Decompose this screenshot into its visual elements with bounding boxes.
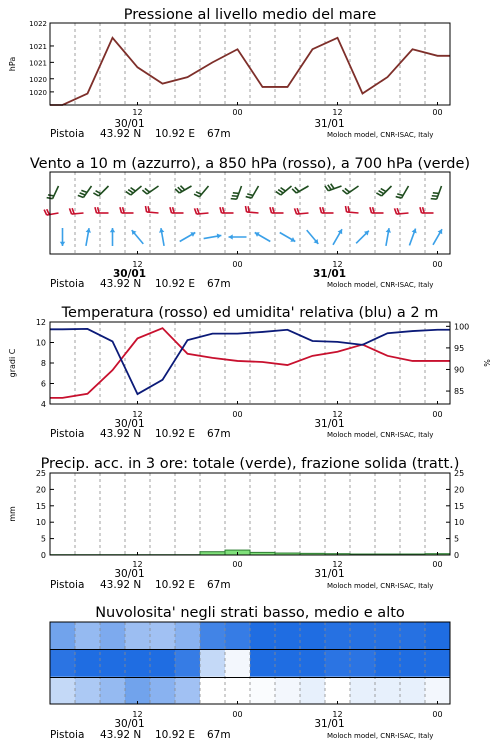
y-tick-label: 5 bbox=[41, 535, 46, 544]
wind-xticks bbox=[113, 251, 443, 280]
wind-barb bbox=[246, 206, 259, 213]
barb-shaft bbox=[252, 186, 259, 198]
barb-feather bbox=[220, 207, 222, 213]
cloud-cell bbox=[100, 649, 126, 677]
barb-feather bbox=[47, 209, 50, 214]
barb-feather bbox=[292, 189, 296, 193]
wind-barb bbox=[194, 186, 208, 197]
x-tick-label: 00 bbox=[232, 560, 242, 569]
footer-lon: 10.92 E bbox=[155, 729, 195, 741]
temperature-panel bbox=[8, 305, 492, 440]
cloud-cell bbox=[375, 677, 401, 705]
y-tick-label: 15 bbox=[454, 502, 464, 511]
cloud-cell bbox=[300, 677, 326, 705]
wind-barb bbox=[194, 208, 208, 214]
barb-feather bbox=[231, 199, 237, 200]
cloud-cell bbox=[100, 622, 126, 650]
cloud-cell bbox=[300, 622, 326, 650]
barb-feather bbox=[247, 194, 253, 196]
barb-feather bbox=[342, 190, 347, 194]
precip-footer bbox=[50, 579, 433, 591]
cloud-cell bbox=[200, 622, 226, 650]
cloud-cell bbox=[50, 622, 76, 650]
barb-feather bbox=[145, 188, 150, 192]
precip-yticks-left bbox=[36, 469, 54, 560]
barb-feather bbox=[432, 196, 438, 197]
cloud-cell bbox=[225, 622, 251, 650]
barb-feather bbox=[394, 208, 396, 214]
barb-feather bbox=[281, 188, 286, 191]
barb-feather bbox=[131, 188, 136, 191]
footer-station: Pistoia bbox=[50, 128, 84, 140]
y-tick-label: 12 bbox=[36, 318, 46, 327]
cloud-cell bbox=[250, 622, 276, 650]
date-label: 31/01 bbox=[314, 418, 344, 430]
precip-ylabel: mm bbox=[8, 506, 17, 522]
y-tick-label: 4 bbox=[41, 400, 46, 409]
barb-feather bbox=[194, 194, 199, 197]
wind-barb bbox=[394, 208, 408, 214]
barb-feather bbox=[331, 184, 334, 189]
cloud-cell bbox=[425, 622, 451, 650]
barb-feather bbox=[123, 207, 125, 213]
surface-wind-arrow bbox=[229, 234, 247, 239]
cloud-cell bbox=[150, 677, 176, 705]
y-tick-label: 95 bbox=[454, 344, 464, 353]
footer-credit: Moloch model, CNR-ISAC, Italy bbox=[327, 582, 433, 590]
wind-barb bbox=[420, 207, 434, 213]
x-tick-label: 12 bbox=[332, 108, 342, 117]
footer-lat: 43.92 N bbox=[100, 579, 141, 591]
cloud-cell bbox=[375, 649, 401, 677]
barb-shaft bbox=[200, 186, 209, 197]
y-tick-label: 10 bbox=[36, 339, 46, 348]
barb-shaft bbox=[347, 186, 358, 194]
barb-feather bbox=[175, 189, 179, 193]
barb-feather bbox=[95, 207, 97, 213]
barb-feather bbox=[376, 193, 381, 196]
date-label: 30/01 bbox=[113, 268, 146, 280]
wind-panel bbox=[30, 156, 470, 290]
wind-barb bbox=[276, 186, 292, 195]
date-label: 30/01 bbox=[114, 418, 144, 430]
wind-barb bbox=[47, 186, 59, 199]
surface-wind-arrow bbox=[86, 228, 91, 246]
barb-feather bbox=[69, 208, 71, 214]
footer-credit: Moloch model, CNR-ISAC, Italy bbox=[327, 732, 433, 740]
footer-elev: 67m bbox=[207, 428, 231, 440]
footer-station: Pistoia bbox=[50, 428, 84, 440]
surface-wind-arrow bbox=[60, 228, 65, 246]
footer-elev: 67m bbox=[207, 278, 231, 290]
y-tick-label: 1020 bbox=[29, 89, 47, 97]
cloud-cell bbox=[350, 677, 376, 705]
cloud-cell bbox=[175, 677, 201, 705]
barb-feather bbox=[433, 193, 439, 194]
barb-shaft bbox=[147, 212, 159, 213]
y-tick-label: 25 bbox=[454, 469, 464, 478]
barb-feather bbox=[246, 206, 247, 212]
barb-feather bbox=[223, 207, 225, 213]
y-tick-label: 15 bbox=[36, 502, 46, 511]
barb-feather bbox=[276, 192, 281, 195]
footer-station: Pistoia bbox=[50, 278, 84, 290]
date-label: 31/01 bbox=[314, 568, 344, 580]
cloud-cell bbox=[125, 622, 151, 650]
x-tick-label: 00 bbox=[232, 260, 242, 269]
wind-barb bbox=[431, 186, 442, 199]
pressure-title: Pressione al livello medio del mare bbox=[124, 7, 377, 23]
wind-barb bbox=[396, 186, 409, 198]
barb-feather bbox=[381, 189, 386, 192]
barb-feather bbox=[379, 191, 384, 194]
temperature-footer bbox=[50, 428, 433, 440]
cloud-cell bbox=[250, 649, 276, 677]
footer-lon: 10.92 E bbox=[155, 428, 195, 440]
cloud-cell bbox=[75, 622, 101, 650]
wind-barb bbox=[78, 186, 92, 197]
barb-feather bbox=[370, 207, 372, 213]
barb-feather bbox=[396, 197, 402, 199]
surface-wind-arrow bbox=[204, 234, 222, 239]
cloud-cell bbox=[200, 677, 226, 705]
barb-shaft bbox=[247, 212, 259, 213]
cloud-cell bbox=[50, 677, 76, 705]
barb-feather bbox=[194, 208, 196, 214]
precip-yticks-right bbox=[446, 469, 464, 560]
x-tick-label: 00 bbox=[232, 710, 242, 719]
wind-barb bbox=[93, 186, 108, 196]
barb-shaft bbox=[131, 186, 142, 195]
cloud-cell bbox=[350, 649, 376, 677]
footer-lon: 10.92 E bbox=[155, 278, 195, 290]
temperature-xticks bbox=[114, 401, 442, 430]
y-tick-label: 8 bbox=[41, 359, 46, 368]
precip-panel bbox=[8, 456, 464, 591]
barb-feather bbox=[48, 195, 54, 196]
y-tick-label: 1021 bbox=[29, 59, 47, 67]
temperature-yticks-left bbox=[36, 318, 54, 409]
surface-wind-arrow bbox=[409, 229, 416, 246]
wind-barb bbox=[342, 186, 358, 194]
footer-station: Pistoia bbox=[50, 729, 84, 741]
wind-barb bbox=[320, 207, 334, 213]
x-tick-label: 00 bbox=[432, 410, 442, 419]
wind-barb bbox=[95, 207, 109, 213]
y-tick-label: 20 bbox=[454, 485, 464, 494]
wind-title: Vento a 10 m (azzurro), a 850 hPa (rosso), a 700 hPa (verde) bbox=[30, 156, 470, 172]
surface-wind-arrow bbox=[356, 231, 369, 244]
y-tick-label: 100 bbox=[454, 322, 469, 331]
clouds-xticks bbox=[114, 701, 442, 730]
x-tick-label: 12 bbox=[132, 410, 142, 419]
barb-feather bbox=[423, 207, 425, 213]
barb-feather bbox=[142, 190, 147, 194]
cloud-cell bbox=[225, 649, 251, 677]
date-label: 30/01 bbox=[114, 718, 144, 730]
cloud-cell bbox=[150, 622, 176, 650]
footer-credit: Moloch model, CNR-ISAC, Italy bbox=[327, 431, 433, 439]
cloud-cell bbox=[325, 677, 351, 705]
pressure-footer bbox=[50, 128, 433, 140]
precip-bars bbox=[50, 550, 450, 555]
barb-feather bbox=[373, 207, 375, 213]
cloud-cell bbox=[100, 677, 126, 705]
footer-credit: Moloch model, CNR-ISAC, Italy bbox=[327, 131, 433, 139]
cloud-cell bbox=[250, 677, 276, 705]
x-tick-label: 12 bbox=[132, 710, 142, 719]
barb-shaft bbox=[53, 186, 59, 199]
date-label: 30/01 bbox=[114, 568, 144, 580]
footer-lon: 10.92 E bbox=[155, 128, 195, 140]
cloud-cell bbox=[300, 649, 326, 677]
barb-feather bbox=[320, 207, 322, 213]
barb-feather bbox=[146, 206, 147, 212]
y-tick-label: 0 bbox=[454, 551, 459, 560]
cloud-cell bbox=[175, 649, 201, 677]
wind-barb bbox=[126, 186, 142, 195]
barb-feather bbox=[178, 187, 182, 191]
barb-feather bbox=[270, 207, 272, 213]
wind-barb bbox=[170, 207, 184, 213]
barb-feather bbox=[295, 187, 299, 191]
temperature-lines bbox=[50, 328, 450, 398]
y-tick-label: 1021 bbox=[29, 43, 47, 51]
wind-footer bbox=[50, 278, 433, 290]
temperature-title: Temperatura (rosso) ed umidita' relativa (blu) a 2 m bbox=[61, 305, 439, 321]
cloud-cell bbox=[75, 649, 101, 677]
clouds-footer bbox=[50, 729, 433, 741]
barb-feather bbox=[78, 195, 84, 197]
barb-feather bbox=[397, 194, 403, 196]
footer-station: Pistoia bbox=[50, 579, 84, 591]
barb-feather bbox=[328, 185, 331, 190]
wind-barb bbox=[294, 208, 308, 214]
y-tick-label: 20 bbox=[36, 485, 46, 494]
arrow-head bbox=[60, 242, 65, 246]
wind-barb bbox=[231, 186, 242, 199]
barb-feather bbox=[173, 207, 175, 213]
wind-barb bbox=[270, 207, 284, 213]
barb-feather bbox=[197, 208, 199, 214]
x-tick-label: 00 bbox=[432, 108, 442, 117]
wind-barb bbox=[175, 186, 191, 193]
pressure-grid bbox=[75, 23, 425, 105]
y-tick-label: 5 bbox=[454, 535, 459, 544]
barb-feather bbox=[348, 206, 349, 212]
footer-elev: 67m bbox=[207, 729, 231, 741]
wind-barb bbox=[346, 206, 359, 213]
surface-wind-arrow bbox=[132, 230, 144, 244]
wind-barb bbox=[325, 184, 342, 191]
surface-wind-arrow bbox=[280, 233, 296, 242]
barb-feather bbox=[278, 190, 283, 193]
barb-feather bbox=[233, 193, 239, 194]
x-tick-label: 00 bbox=[232, 410, 242, 419]
x-tick-label: 12 bbox=[132, 560, 142, 569]
barb-feather bbox=[170, 207, 172, 213]
surface-wind-arrow bbox=[333, 229, 342, 245]
barb-shaft bbox=[147, 186, 158, 194]
arrow-head bbox=[229, 234, 233, 239]
cloud-cell bbox=[125, 677, 151, 705]
cloud-cell bbox=[275, 622, 301, 650]
cloud-cell bbox=[275, 677, 301, 705]
x-tick-label: 00 bbox=[432, 710, 442, 719]
barb-feather bbox=[232, 196, 238, 197]
barb-feather bbox=[196, 192, 201, 195]
x-tick-label: 00 bbox=[432, 260, 442, 269]
cloud-cell bbox=[225, 677, 251, 705]
footer-lon: 10.92 E bbox=[155, 579, 195, 591]
barb-feather bbox=[325, 186, 328, 191]
barb-feather bbox=[126, 192, 131, 195]
barb-feather bbox=[297, 208, 299, 214]
wind-barb bbox=[220, 207, 234, 213]
x-tick-label: 12 bbox=[332, 410, 342, 419]
barb-feather bbox=[345, 188, 350, 192]
x-tick-label: 00 bbox=[232, 108, 242, 117]
barb-shaft bbox=[347, 212, 359, 213]
wind-barb bbox=[376, 186, 391, 196]
x-tick-label: 12 bbox=[132, 108, 142, 117]
x-tick-label: 00 bbox=[432, 560, 442, 569]
barb-feather bbox=[273, 207, 275, 213]
cloud-cell bbox=[400, 677, 426, 705]
clouds-panel bbox=[50, 605, 451, 741]
surface-wind-arrow bbox=[433, 229, 442, 245]
cloud-cell bbox=[50, 649, 76, 677]
barb-feather bbox=[420, 207, 422, 213]
arrow-head bbox=[110, 228, 115, 232]
cloud-cell bbox=[425, 649, 451, 677]
wind-barb bbox=[246, 186, 259, 198]
cloud-cell bbox=[400, 622, 426, 650]
barb-shaft bbox=[281, 186, 292, 195]
barb-shaft bbox=[382, 186, 392, 196]
date-label: 31/01 bbox=[313, 268, 346, 280]
barb-feather bbox=[44, 210, 47, 215]
wind-barb bbox=[146, 206, 159, 213]
date-label: 31/01 bbox=[314, 118, 344, 130]
pressure-ylabel: hPa bbox=[8, 57, 17, 72]
wind-barb bbox=[370, 207, 384, 213]
barb-feather bbox=[397, 208, 399, 214]
x-tick-label: 12 bbox=[332, 710, 342, 719]
barb-feather bbox=[98, 207, 100, 213]
date-label: 31/01 bbox=[314, 718, 344, 730]
y-tick-label: 85 bbox=[454, 387, 464, 396]
date-label: 30/01 bbox=[114, 118, 144, 130]
footer-credit: Moloch model, CNR-ISAC, Italy bbox=[327, 281, 433, 289]
cloud-cell bbox=[425, 677, 451, 705]
y-tick-label: 90 bbox=[454, 365, 464, 374]
humidity-yticks-right bbox=[446, 322, 469, 396]
wind-barb bbox=[69, 208, 83, 214]
barb-shaft bbox=[402, 186, 409, 198]
cloud-cell bbox=[350, 622, 376, 650]
cloud-cell bbox=[325, 649, 351, 677]
surface-wind-arrow bbox=[180, 232, 196, 241]
cloud-cell bbox=[200, 649, 226, 677]
cloud-cell bbox=[175, 622, 201, 650]
barb-feather bbox=[148, 206, 149, 212]
wind-barbs bbox=[44, 184, 442, 246]
barb-feather bbox=[323, 207, 325, 213]
temperature-series-line bbox=[50, 328, 450, 398]
temperature-ylabel-right: % bbox=[483, 359, 492, 367]
barb-feather bbox=[346, 206, 347, 212]
footer-elev: 67m bbox=[207, 579, 231, 591]
barb-feather bbox=[431, 199, 437, 200]
surface-wind-arrow bbox=[159, 228, 164, 246]
surface-wind-arrow bbox=[307, 230, 319, 244]
temperature-ylabel-left: gradi C bbox=[8, 348, 17, 377]
x-tick-label: 12 bbox=[132, 260, 142, 269]
y-tick-label: 0 bbox=[41, 551, 46, 560]
cloud-cell bbox=[400, 649, 426, 677]
pressure-xticks bbox=[114, 102, 442, 130]
footer-lat: 43.92 N bbox=[100, 729, 141, 741]
precip-title: Precip. acc. in 3 ore: totale (verde), frazione solida (tratt.) bbox=[41, 456, 460, 472]
footer-lat: 43.92 N bbox=[100, 278, 141, 290]
cloud-cell bbox=[75, 677, 101, 705]
cloud-cell bbox=[375, 622, 401, 650]
footer-lat: 43.92 N bbox=[100, 128, 141, 140]
y-tick-label: 10 bbox=[36, 518, 46, 527]
pressure-panel bbox=[8, 7, 450, 140]
barb-feather bbox=[246, 197, 252, 199]
surface-wind-arrow bbox=[255, 232, 271, 241]
wind-barb bbox=[142, 186, 158, 194]
barb-feather bbox=[248, 206, 249, 212]
wind-barb bbox=[120, 207, 134, 213]
cloud-cell bbox=[325, 622, 351, 650]
barb-feather bbox=[81, 190, 87, 192]
cloud-cell bbox=[275, 649, 301, 677]
barb-feather bbox=[180, 186, 184, 190]
y-tick-label: 6 bbox=[41, 380, 46, 389]
barb-feather bbox=[72, 208, 74, 214]
y-tick-label: 1022 bbox=[29, 20, 47, 28]
barb-feather bbox=[128, 190, 133, 193]
x-tick-label: 12 bbox=[332, 260, 342, 269]
precip-grid bbox=[75, 473, 425, 555]
footer-elev: 67m bbox=[207, 128, 231, 140]
surface-wind-arrow bbox=[110, 228, 115, 246]
barb-feather bbox=[93, 193, 98, 196]
surface-wind-arrow bbox=[386, 228, 391, 246]
clouds-title: Nuvolosita' negli strati basso, medio e alto bbox=[95, 605, 405, 621]
precip-xticks bbox=[114, 552, 442, 580]
wind-barb bbox=[44, 209, 58, 215]
y-tick-label: 10 bbox=[454, 518, 464, 527]
barb-feather bbox=[80, 193, 86, 195]
temperature-grid bbox=[75, 322, 425, 404]
barb-feather bbox=[294, 208, 296, 214]
x-tick-label: 12 bbox=[332, 560, 342, 569]
cloud-cell bbox=[125, 649, 151, 677]
footer-lat: 43.92 N bbox=[100, 428, 141, 440]
y-tick-label: 1020 bbox=[29, 76, 47, 84]
cloud-cell bbox=[150, 649, 176, 677]
y-tick-label: 25 bbox=[36, 469, 46, 478]
barb-feather bbox=[120, 207, 122, 213]
